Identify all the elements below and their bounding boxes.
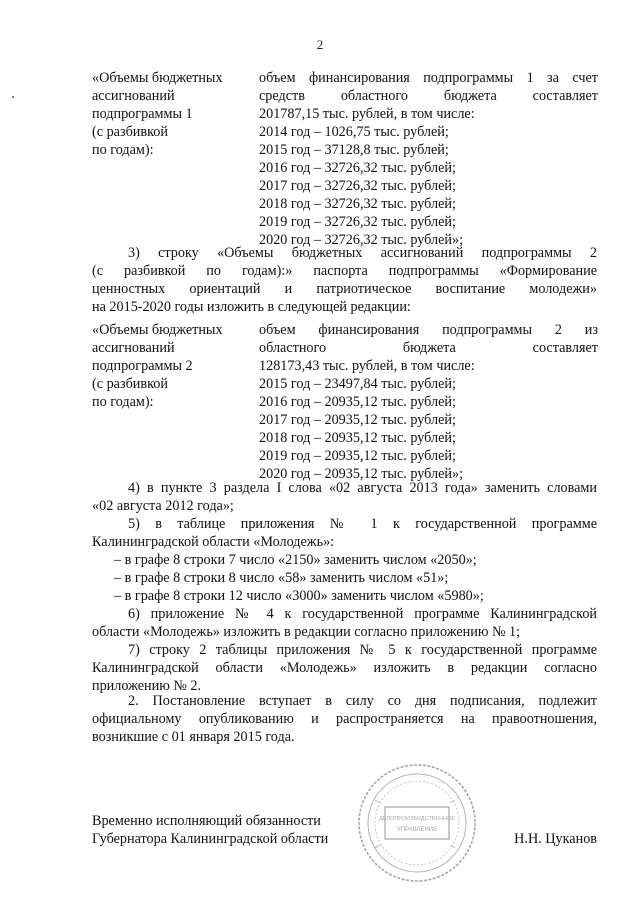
label-line: «Объемы бюджетных <box>92 70 223 86</box>
stamp-text: УПРАВЛЕНИЕ <box>396 827 438 833</box>
signatory-title-line: Временно исполняющий обязанности <box>92 813 321 829</box>
year-line: 2019 год – 32726,32 тыс. рублей; <box>259 214 456 230</box>
paragraph-final <box>92 692 597 746</box>
budget-label-column <box>92 321 252 411</box>
value-line: 128173,43 тыс. рублей, в том числе: <box>259 358 475 374</box>
list-item: – в графе 8 строки 8 число «58» заменить числом «51»; <box>114 570 449 586</box>
label-line: (с разбивкой <box>92 124 168 140</box>
paragraph-line: Калининградской области «Молодежь» изложить в редакции согласно <box>92 660 597 676</box>
year-line: 2015 год – 23497,84 тыс. рублей; <box>259 376 456 392</box>
label-line: по годам): <box>92 142 154 158</box>
label-line: ассигнований <box>92 340 175 356</box>
paragraph-line: Калининградской области «Молодежь»: <box>92 534 335 550</box>
value-line: объем финансирования подпрограммы 1 за счет <box>259 70 598 86</box>
label-line: подпрограммы 1 <box>92 106 193 122</box>
signatory-title-line: Губернатора Калининградской области <box>92 831 329 847</box>
label-line: подпрограммы 2 <box>92 358 193 374</box>
paragraph-line: возникшие с 01 января 2015 года. <box>92 729 295 745</box>
label-line: ассигнований <box>92 88 175 104</box>
paragraph-line: 5) в таблице приложения № 1 к государственной программе <box>128 516 597 532</box>
signatory-name: Н.Н. Цуканов <box>514 831 597 847</box>
page-number: 2 <box>316 37 324 52</box>
paragraph-line: 2. Постановление вступает в силу со дня подписания, подлежит <box>128 693 597 709</box>
year-line: 2019 год – 20935,12 тыс. рублей; <box>259 448 456 464</box>
year-line: 2016 год – 20935,12 тыс. рублей; <box>259 394 456 410</box>
year-line: 2020 год – 20935,12 тыс. рублей»; <box>259 466 464 482</box>
paragraph-line: 4) в пункте 3 раздела I слова «02 августа 2013 года» заменить словами <box>128 480 597 496</box>
year-line: 2017 год – 32726,32 тыс. рублей; <box>259 178 456 194</box>
paragraph-6 <box>92 605 597 641</box>
value-line: областного бюджета составляет <box>259 340 598 356</box>
paragraph-line: ценностных ориентаций и патриотическое воспитание молодежи» <box>92 281 597 297</box>
year-line: 2020 год – 32726,32 тыс. рублей»; <box>259 232 464 248</box>
stamp-text: ДЕЛОПРОИЗВОДСТВЕННОЕ <box>378 816 456 822</box>
paragraph-line: 7) строку 2 таблицы приложения № 5 к государственной программе <box>128 642 597 658</box>
label-line: по годам): <box>92 394 154 410</box>
signatory-title <box>92 812 328 848</box>
label-line: «Объемы бюджетных <box>92 322 223 338</box>
paragraph-line: области «Молодежь» изложить в редакции согласно приложению № 1; <box>92 624 521 640</box>
budget-table-subprogram-2 <box>92 321 597 491</box>
paragraph-3 <box>92 244 597 316</box>
budget-label-column <box>92 69 252 159</box>
year-line: 2018 год – 32726,32 тыс. рублей; <box>259 196 456 212</box>
paragraph-line: официальному опубликованию и распространяется на правоотношения, <box>92 711 597 727</box>
year-line: 2016 год – 32726,32 тыс. рублей; <box>259 160 456 176</box>
paragraph-line: 6) приложение № 4 к государственной программе Калининградской <box>128 606 597 622</box>
value-line: объем финансирования подпрограммы 2 из <box>259 322 598 338</box>
paragraph-line: на 2015-2020 годы изложить в следующей редакции: <box>92 299 411 315</box>
paragraph-5 <box>92 515 597 605</box>
paragraph-line: приложению № 2. <box>92 678 202 694</box>
signature-block <box>92 812 597 852</box>
list-item: – в графе 8 строки 12 число «3000» заменить числом «5980»; <box>114 588 484 604</box>
budget-table-subprogram-1 <box>92 69 598 248</box>
year-line: 2017 год – 20935,12 тыс. рублей; <box>259 412 456 428</box>
paragraph-4 <box>92 479 597 515</box>
paragraph-line: «02 августа 2012 года»; <box>92 498 234 514</box>
scan-speck <box>12 96 14 98</box>
paragraph-7 <box>92 641 597 695</box>
budget-value-column <box>259 321 598 483</box>
value-line: 201787,15 тыс. рублей, в том числе: <box>259 106 475 122</box>
list-item: – в графе 8 строки 7 число «2150» заменить числом «2050»; <box>114 552 477 568</box>
year-line: 2015 год – 37128,8 тыс. рублей; <box>259 142 449 158</box>
value-line: средств областного бюджета составляет <box>259 88 598 104</box>
paragraph-line: (с разбивкой по годам):» паспорта подпрограммы «Формирование <box>92 263 597 279</box>
year-line: 2014 год – 1026,75 тыс. рублей; <box>259 124 449 140</box>
budget-value-column <box>259 69 598 249</box>
paragraph-line: 3) строку «Объемы бюджетных ассигнований подпрограммы 2 <box>128 245 597 261</box>
label-line: (с разбивкой <box>92 376 168 392</box>
year-line: 2018 год – 20935,12 тыс. рублей; <box>259 430 456 446</box>
